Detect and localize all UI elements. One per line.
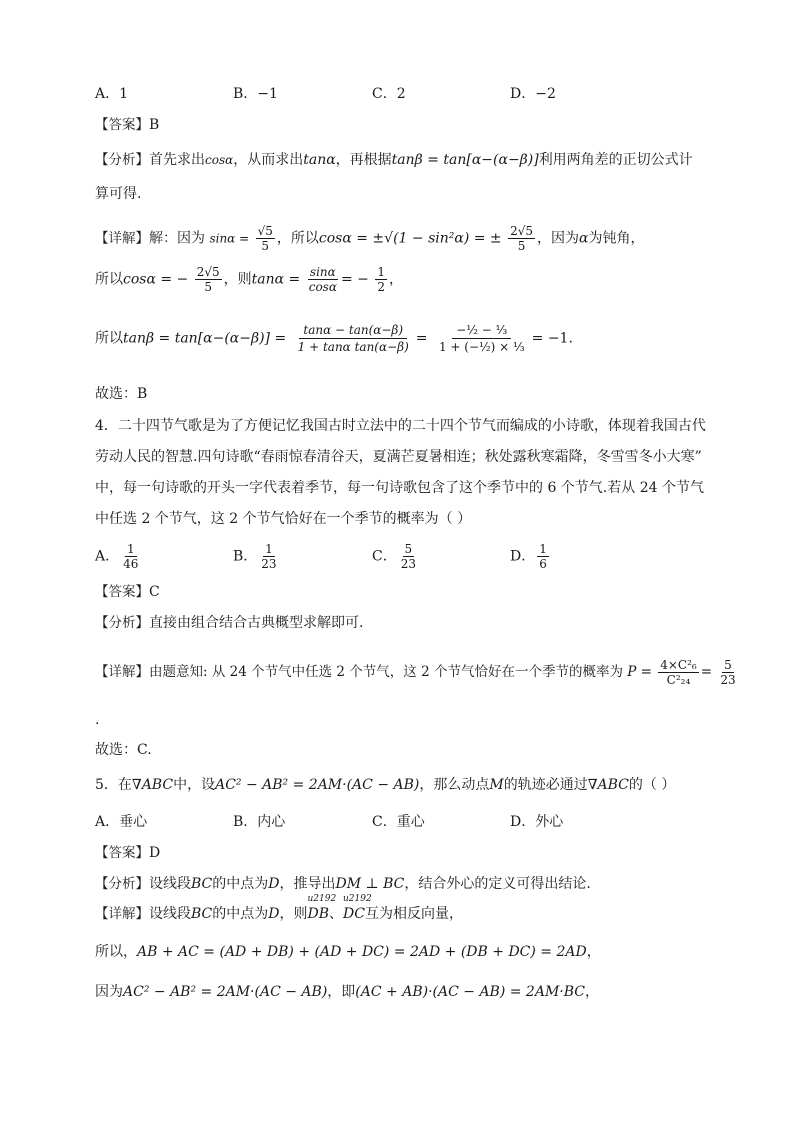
analysis-label: 【分析】	[95, 152, 149, 168]
fraction: $\frac{2√5}{5}$	[196, 265, 220, 294]
q4-option-d: D． $\frac{1}{6}$	[510, 542, 547, 571]
q5-analysis: 【分析】设线段BC的中点为D，推导出DM ⊥ BC，结合外心的定义可得出结论.	[95, 876, 591, 892]
q4-option-b: B． $\frac{1}{23}$	[233, 542, 277, 571]
q4-option-c: C． $\frac{5}{23}$	[372, 542, 416, 571]
q5-option-d: D．外心	[510, 814, 564, 830]
q4-stem-line4: 中任选 2 个节气，这 2 个节气恰好在一个季节的概率为（ ）	[95, 511, 472, 527]
q5-detail-line2: 所以，AB + AC = (AD + DB) + (AD + DC) = 2AD + (DB + DC) = 2AD，	[95, 944, 601, 960]
answer-label: 【答案】	[95, 117, 149, 133]
q5-stem: 5．在∇ABC中，设AC² − AB² = 2AM·(AC − AB)，那么动点M的轨迹必通过∇ABC的（ ）	[95, 777, 676, 793]
q3-analysis: 【分析】首先求出cosα，从而求出tanα，再根据tanβ = tan[α−(α−β)]利用两角差的正切公式计	[95, 152, 693, 168]
fraction: $\frac{√5}{5}$	[257, 224, 273, 253]
q5-detail-line1: 【详解】设线段BC的中点为D，则u2192 DB、u2192 DC互为相反向量，	[95, 904, 463, 924]
q5-option-a: A．垂心	[95, 814, 148, 830]
q3-option-d: D．−2	[510, 86, 556, 102]
q5-answer: 【答案】D	[95, 845, 161, 861]
q4-detail-dot: .	[95, 712, 100, 728]
q3-option-c: C．2	[372, 86, 406, 102]
q4-option-a: A． $\frac{1}{46}$	[95, 542, 139, 571]
q4-analysis: 【分析】直接由组合结合古典概型求解即可.	[95, 615, 364, 631]
q4-stem-line2: 劳动人民的智慧.四句诗歌“春雨惊春清谷天，夏满芒夏暑相连；秋处露秋寒霜降，冬雪雪冬小大寒”	[95, 449, 702, 465]
q4-stem-line3: 中，每一句诗歌的开头一字代表着季节，每一句诗歌包含了这个季节中的 6 个节气.若从 24 个节气	[95, 480, 704, 496]
q4-conclusion: 故选：C.	[95, 742, 152, 758]
fraction: $\frac{\text{−½ − ⅓}}{\text{1 + (−½) × ⅓}}$	[438, 323, 525, 354]
q5-detail-line3: 因为AC² − AB² = 2AM·(AC − AB)，即(AC + AB)·(AC − AB) = 2AM·BC，	[95, 984, 599, 1000]
q4-detail: 【详解】由题意知: 从 24 个节气中任选 2 个节气，这 2 个节气恰好在一个季节的概率为 P = $\frac{\text{4×C²₆}}{\text{C²₂₄}}$ = $\frac{5}{23}$	[95, 658, 736, 687]
q5-option-c: C．重心	[372, 814, 425, 830]
q3-detail-line2: 所以cosα = − $\frac{2√5}{5}$ ，则tanα = $\frac{\sin\alpha}{\cos\alpha}$ = − $\frac{1}{2}$ ，	[95, 265, 403, 294]
fraction: $\frac{2√5}{5}$	[510, 224, 534, 253]
q3-option-b: B．−1	[233, 86, 278, 102]
q4-answer: 【答案】C	[95, 584, 160, 600]
q3-answer	[95, 115, 159, 135]
fraction: $\frac{5}{23}$	[720, 658, 736, 687]
q3-option-a: A．1	[95, 86, 129, 102]
fraction: $\frac{\sin\alpha}{\cos\alpha}$	[308, 265, 337, 294]
answer-value: B	[149, 117, 160, 133]
detail-label: 【详解】	[95, 230, 149, 247]
q3-detail-line1: 【详解】解：因为 sinα = $\frac{√5}{5}$ ，所以cosα = ±√(1 − sin²α) = ± $\frac{2√5}{5}$ ，因为α为钝角，	[95, 224, 645, 253]
q3-conclusion: 故选：B	[95, 386, 148, 402]
q3-analysis-line2: 算可得.	[95, 186, 142, 202]
fraction: $\frac{\tan\alpha - \tan(\alpha-\beta)}{\text{1 + tanα tan(α−β)}}$	[297, 323, 409, 354]
q5-option-b: B．内心	[233, 814, 286, 830]
fraction: $\frac{1}{2}$	[377, 265, 385, 294]
q3-detail-line3: 所以tanβ = tan[α−(α−β)] = $\frac{\tan\alpha - \tan(\alpha-\beta)}{\text{1 + tanα tan(α−β)}}$ = $\frac{\text{−½ − ⅓}}{\text{1 + (−½) × ⅓}}$ = −1.	[95, 323, 573, 354]
q4-stem-line1: 4．二十四节气歌是为了方便记忆我国古时立法中的二十四个节气而编成的小诗歌，体现着我国古代	[95, 418, 706, 434]
fraction: $\frac{\text{4×C²₆}}{\text{C²₂₄}}$	[660, 658, 697, 687]
